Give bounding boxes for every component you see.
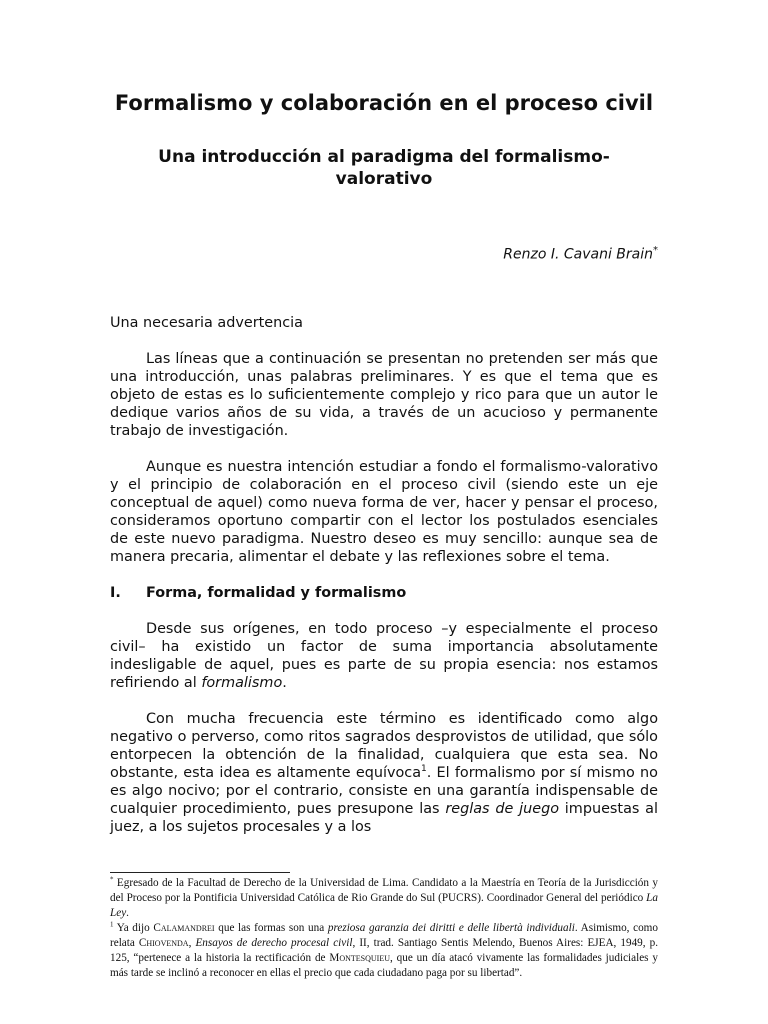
author-name-small-caps: Montesquieu [329,952,390,964]
text-run: , que un día atacó vivamente las formalidades judiciales y más tarde se inclinó a reconocer en ellas el precio que cada ciudadano paga por su libertad”. [110,952,658,979]
footnote-mark: 1 [110,920,114,929]
footnote-reference[interactable]: 1 [421,764,427,775]
emphasis: Ensayos de derecho procesal civil [195,937,353,949]
document-title: Formalismo y colaboración en el proceso civil [114,91,654,115]
paragraph: Las líneas que a continuación se presentan no pretenden ser más que una introducción, unas palabras preliminares. Y es que el tema que es objeto de estas es lo suficientemente complejo y rico para que un autor le dedique varios años de su vida, a través de un acucioso y permanente trabajo de investigación. [110,351,658,439]
footnote-mark: * [110,875,114,884]
author-name-small-caps: Calamandrei [153,922,215,934]
footnote-1 [110,921,658,981]
text-run: impuestas al juez, a los sujetos procesales y a los [110,801,658,835]
text-run: . [282,675,287,691]
author-name: Renzo I. Cavani Brain [503,246,653,263]
text-run: , II, trad. Santiago Sentis Melendo, Buenos Aires: EJEA, 1949, p. 125, “pertenece a la historia la rectificación de [110,937,658,964]
section-number: I. [110,585,121,601]
paragraph: Aunque es nuestra intención estudiar a fondo el formalismo-valorativo y el principio de colaboración en el proceso civil (siendo este un eje conceptual de aquel) como nueva forma de ver, hacer y pensar el proceso, consideramos oportuno compartir con el lector los postulados esenciales de este nuevo paradigma. Nuestro deseo es muy sencillo: aunque sea de manera precaria, alimentar el debate y las reflexiones sobre el tema. [110,459,658,565]
footnote-separator [110,872,290,873]
text-run: . [126,907,129,919]
author-line [503,242,658,264]
section-heading-advertencia: Una necesaria advertencia [110,315,303,331]
author-name-small-caps: Chiovenda [138,937,189,949]
footnote-author [110,876,658,921]
section-heading-text: Forma, formalidad y formalismo [146,585,407,601]
emphasis: reglas de juego [445,801,560,817]
text-run: que las formas son una [214,922,328,934]
emphasis: preziosa garanzia dei diritti e delle libertà individuali [327,922,575,934]
emphasis: La Ley [110,892,658,919]
author-footnote-mark: * [653,245,658,256]
paragraph [110,620,658,692]
text-run: Desde sus orígenes, en todo proceso –y especialmente el proceso civil– ha existido un factor de suma importancia absolutamente indesligable de aquel, pues es parte de su propia esencia: nos estamos refiriendo al [110,621,658,691]
emphasis: formalismo [201,675,283,691]
section-heading-forma [110,584,658,602]
document-subtitle: Una introducción al paradigma del formalismo-valorativo [158,147,610,189]
text-run: Con mucha frecuencia este término es identificado como algo negativo o perverso, como ritos sagrados desprovistos de utilidad, que sólo entorpecen la obtención de la finalidad, cualquiera que esta sea. No obstante, esta idea es altamente equívoca [110,711,658,781]
paragraph [110,710,658,836]
text-run: Egresado de la Facultad de Derecho de la Universidad de Lima. Candidato a la Maestría en Teoría de la Jurisdicción y del Proceso por la Pontificia Universidad Católica de Rio Grande do Sul (PUCRS). Coordinador General del periódico [110,877,658,904]
text-run: Ya dijo [113,922,154,934]
footnotes [110,876,658,981]
text-run: . El formalismo por sí mismo no es algo nocivo; por el contrario, consiste en una garantía indispensable de cualquier procedimiento, pues presupone las [110,765,658,817]
document-body [110,314,658,836]
text-run: . Asimismo, como relata [110,922,658,949]
text-run: , [188,937,196,949]
